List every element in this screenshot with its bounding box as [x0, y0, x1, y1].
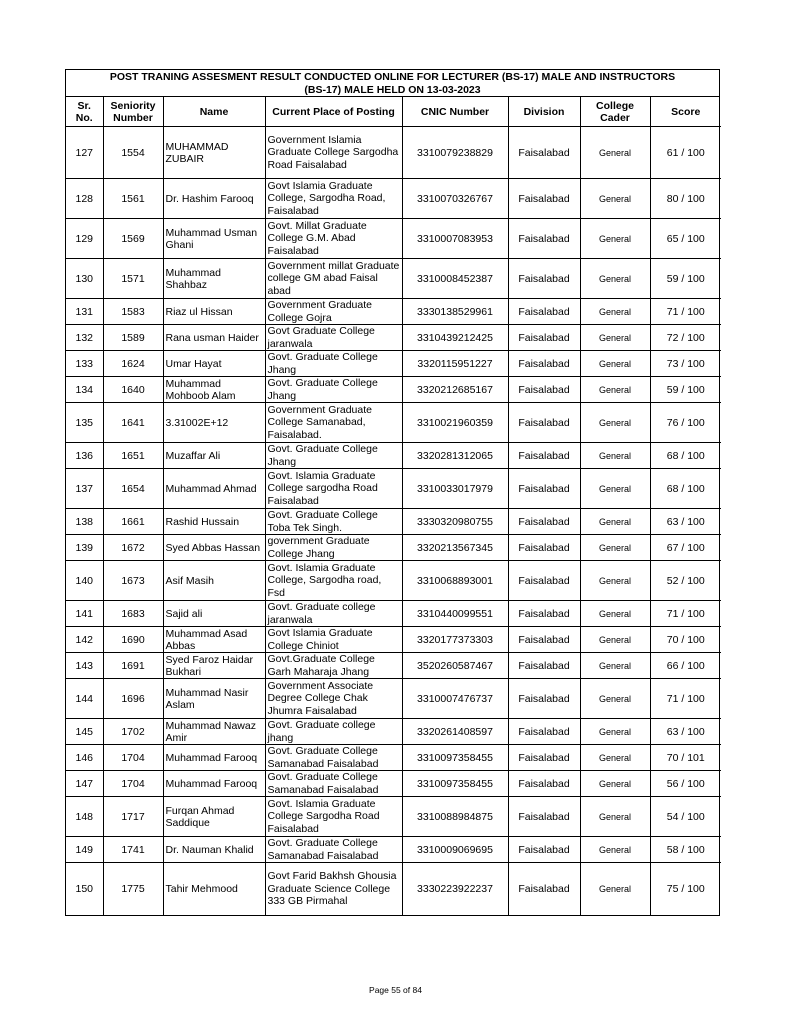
- row-division: Faisalabad: [508, 219, 580, 259]
- row-sr-no: 150: [66, 863, 103, 915]
- row-division: Faisalabad: [508, 745, 580, 771]
- row-name: Sajid ali: [163, 601, 265, 627]
- row-cnic: 3330320980755: [402, 509, 508, 535]
- row-sr-no: 145: [66, 719, 103, 745]
- row-cnic: 3310070326767: [402, 179, 508, 219]
- row-division: Faisalabad: [508, 797, 580, 837]
- page-number: Page 55 of 84: [369, 985, 422, 995]
- table-row: [66, 771, 721, 797]
- table-row: [66, 745, 721, 771]
- row-posting: Government Graduate College Samanabad, Faisalabad.: [265, 403, 402, 443]
- row-posting: Govt. Islamia Graduate College Sargodha Road Faisalabad: [265, 797, 402, 837]
- row-score: 63 / 100: [650, 509, 721, 535]
- row-sr-no: 148: [66, 797, 103, 837]
- row-posting: Govt Graduate College jaranwala: [265, 325, 402, 351]
- row-sr-no: 137: [66, 469, 103, 509]
- row-seniority-number: 1661: [103, 509, 163, 535]
- row-college-cadre: General: [580, 469, 650, 509]
- row-division: Faisalabad: [508, 837, 580, 863]
- row-posting: Govt. Millat Graduate College G.M. Abad Faisalabad: [265, 219, 402, 259]
- row-division: Faisalabad: [508, 535, 580, 561]
- row-cnic: 3320115951227: [402, 351, 508, 377]
- row-name: Muhammad Usman Ghani: [163, 219, 265, 259]
- row-college-cadre: General: [580, 179, 650, 219]
- row-seniority-number: 1651: [103, 443, 163, 469]
- row-name: Muhammad Mohboob Alam: [163, 377, 265, 403]
- row-score: 71 / 100: [650, 601, 721, 627]
- row-name: Syed Abbas Hassan: [163, 535, 265, 561]
- row-score: 54 / 100: [650, 797, 721, 837]
- row-seniority-number: 1624: [103, 351, 163, 377]
- row-name: Rashid Hussain: [163, 509, 265, 535]
- row-sr-no: 132: [66, 325, 103, 351]
- row-posting: Government millat Graduate college GM abad Faisal abad: [265, 259, 402, 299]
- row-division: Faisalabad: [508, 561, 580, 601]
- row-college-cadre: General: [580, 837, 650, 863]
- row-seniority-number: 1654: [103, 469, 163, 509]
- row-cnic: 3310021960359: [402, 403, 508, 443]
- row-seniority-number: 1561: [103, 179, 163, 219]
- row-cnic: 3320281312065: [402, 443, 508, 469]
- row-posting: Govt. Graduate College Samanabad Faisalabad: [265, 771, 402, 797]
- row-college-cadre: General: [580, 679, 650, 719]
- row-score: 72 / 100: [650, 325, 721, 351]
- row-seniority-number: 1672: [103, 535, 163, 561]
- row-name: Dr. Nauman Khalid: [163, 837, 265, 863]
- row-score: 61 / 100: [650, 127, 721, 179]
- row-seniority-number: 1640: [103, 377, 163, 403]
- row-posting: Govt Islamia Graduate College Chiniot: [265, 627, 402, 653]
- row-sr-no: 144: [66, 679, 103, 719]
- row-division: Faisalabad: [508, 299, 580, 325]
- row-college-cadre: General: [580, 259, 650, 299]
- row-posting: Govt.Graduate College Garh Maharaja Jhang: [265, 653, 402, 679]
- row-seniority-number: 1571: [103, 259, 163, 299]
- table-row: [66, 863, 721, 915]
- row-name: Tahir Mehmood: [163, 863, 265, 915]
- header-college-cadre: College Cader: [580, 97, 650, 127]
- row-cnic: 3310088984875: [402, 797, 508, 837]
- row-sr-no: 143: [66, 653, 103, 679]
- row-posting: Govt. Graduate College Jhang: [265, 443, 402, 469]
- table-row: [66, 325, 721, 351]
- row-seniority-number: 1683: [103, 601, 163, 627]
- title-line-1: POST TRANING ASSESMENT RESULT CONDUCTED ONLINE FOR LECTURER (BS-17) MALE AND INSTRUCTORS: [109, 71, 676, 83]
- row-name: Rana usman Haider: [163, 325, 265, 351]
- row-sr-no: 130: [66, 259, 103, 299]
- row-cnic: 3310007083953: [402, 219, 508, 259]
- row-score: 56 / 100: [650, 771, 721, 797]
- row-cnic: 3320177373303: [402, 627, 508, 653]
- table-row: [66, 259, 721, 299]
- row-sr-no: 128: [66, 179, 103, 219]
- row-cnic: 3310079238829: [402, 127, 508, 179]
- results-body: [66, 127, 721, 915]
- row-posting: Government Associate Degree College Chak Jhumra Faisalabad: [265, 679, 402, 719]
- table-row: [66, 719, 721, 745]
- header-cnic: CNIC Number: [402, 97, 508, 127]
- row-division: Faisalabad: [508, 351, 580, 377]
- row-college-cadre: General: [580, 219, 650, 259]
- table-row: [66, 535, 721, 561]
- row-college-cadre: General: [580, 653, 650, 679]
- row-division: Faisalabad: [508, 509, 580, 535]
- header-division: Division: [508, 97, 580, 127]
- table-row: [66, 299, 721, 325]
- row-seniority-number: 1696: [103, 679, 163, 719]
- row-cnic: 3320213567345: [402, 535, 508, 561]
- row-score: 68 / 100: [650, 443, 721, 469]
- row-college-cadre: General: [580, 771, 650, 797]
- row-division: Faisalabad: [508, 771, 580, 797]
- row-seniority-number: 1589: [103, 325, 163, 351]
- row-division: Faisalabad: [508, 325, 580, 351]
- header-posting: Current Place of Posting: [265, 97, 402, 127]
- table-row: [66, 837, 721, 863]
- row-division: Faisalabad: [508, 127, 580, 179]
- table-row: [66, 509, 721, 535]
- row-college-cadre: General: [580, 351, 650, 377]
- row-score: 67 / 100: [650, 535, 721, 561]
- table-row: [66, 377, 721, 403]
- document-title: [66, 70, 719, 97]
- row-cnic: 3330138529961: [402, 299, 508, 325]
- row-sr-no: 142: [66, 627, 103, 653]
- row-posting: Govt. Islamia Graduate College, Sargodha road, Fsd: [265, 561, 402, 601]
- header-sr-no: Sr. No.: [66, 97, 103, 127]
- table-row: [66, 797, 721, 837]
- row-cnic: 3310097358455: [402, 771, 508, 797]
- row-posting: Govt. Graduate College Samanabad Faisalabad: [265, 745, 402, 771]
- row-cnic: 3310007476737: [402, 679, 508, 719]
- row-cnic: 3310008452387: [402, 259, 508, 299]
- row-division: Faisalabad: [508, 179, 580, 219]
- row-score: 71 / 100: [650, 299, 721, 325]
- row-score: 70 / 101: [650, 745, 721, 771]
- table-row: [66, 127, 721, 179]
- row-score: 63 / 100: [650, 719, 721, 745]
- row-sr-no: 141: [66, 601, 103, 627]
- row-seniority-number: 1702: [103, 719, 163, 745]
- row-seniority-number: 1690: [103, 627, 163, 653]
- row-posting: Govt. Islamia Graduate College sargodha Road Faisalabad: [265, 469, 402, 509]
- row-name: Muhammad Nawaz Amir: [163, 719, 265, 745]
- header-name: Name: [163, 97, 265, 127]
- row-score: 70 / 100: [650, 627, 721, 653]
- header-score: Score: [650, 97, 721, 127]
- row-cnic: 3310033017979: [402, 469, 508, 509]
- row-college-cadre: General: [580, 443, 650, 469]
- row-score: 73 / 100: [650, 351, 721, 377]
- row-cnic: 3310068893001: [402, 561, 508, 601]
- row-cnic: 3520260587467: [402, 653, 508, 679]
- row-college-cadre: General: [580, 509, 650, 535]
- row-score: 59 / 100: [650, 377, 721, 403]
- row-college-cadre: General: [580, 535, 650, 561]
- row-score: 75 / 100: [650, 863, 721, 915]
- table-row: [66, 351, 721, 377]
- row-sr-no: 140: [66, 561, 103, 601]
- row-college-cadre: General: [580, 863, 650, 915]
- row-seniority-number: 1673: [103, 561, 163, 601]
- row-college-cadre: General: [580, 745, 650, 771]
- row-seniority-number: 1691: [103, 653, 163, 679]
- row-name: Riaz ul Hissan: [163, 299, 265, 325]
- row-name: Muhammad Ahmad: [163, 469, 265, 509]
- row-seniority-number: 1704: [103, 745, 163, 771]
- row-posting: Govt. Graduate college jhang: [265, 719, 402, 745]
- row-posting: Government Graduate College Gojra: [265, 299, 402, 325]
- row-name: Asif Masih: [163, 561, 265, 601]
- row-division: Faisalabad: [508, 403, 580, 443]
- table-row: [66, 179, 721, 219]
- row-cnic: 3310009069695: [402, 837, 508, 863]
- table-row: [66, 627, 721, 653]
- row-division: Faisalabad: [508, 627, 580, 653]
- row-sr-no: 146: [66, 745, 103, 771]
- row-score: 65 / 100: [650, 219, 721, 259]
- row-sr-no: 127: [66, 127, 103, 179]
- row-name: Muhammad Farooq: [163, 745, 265, 771]
- row-name: Umar Hayat: [163, 351, 265, 377]
- row-cnic: 3320212685167: [402, 377, 508, 403]
- row-posting: Govt Islamia Graduate College, Sargodha Road, Faisalabad: [265, 179, 402, 219]
- row-score: 59 / 100: [650, 259, 721, 299]
- row-sr-no: 149: [66, 837, 103, 863]
- row-sr-no: 138: [66, 509, 103, 535]
- row-score: 71 / 100: [650, 679, 721, 719]
- row-posting: Govt. Graduate College Toba Tek Singh.: [265, 509, 402, 535]
- table-row: [66, 443, 721, 469]
- header-seniority-number: Seniority Number: [103, 97, 163, 127]
- row-cnic: 3310439212425: [402, 325, 508, 351]
- row-division: Faisalabad: [508, 469, 580, 509]
- table-row: [66, 561, 721, 601]
- row-cnic: 3310097358455: [402, 745, 508, 771]
- row-seniority-number: 1717: [103, 797, 163, 837]
- row-posting: Govt. Graduate College Samanabad Faisalabad: [265, 837, 402, 863]
- row-division: Faisalabad: [508, 719, 580, 745]
- results-table: [66, 97, 721, 915]
- row-sr-no: 139: [66, 535, 103, 561]
- row-division: Faisalabad: [508, 601, 580, 627]
- row-sr-no: 135: [66, 403, 103, 443]
- row-division: Faisalabad: [508, 259, 580, 299]
- row-seniority-number: 1704: [103, 771, 163, 797]
- table-row: [66, 601, 721, 627]
- table-row: [66, 469, 721, 509]
- row-sr-no: 147: [66, 771, 103, 797]
- row-division: Faisalabad: [508, 443, 580, 469]
- row-seniority-number: 1641: [103, 403, 163, 443]
- row-college-cadre: General: [580, 299, 650, 325]
- row-seniority-number: 1554: [103, 127, 163, 179]
- row-posting: Govt. Graduate College Jhang: [265, 377, 402, 403]
- row-name: Muhammad Nasir Aslam: [163, 679, 265, 719]
- row-posting: Government Islamia Graduate College Sargodha Road Faisalabad: [265, 127, 402, 179]
- row-posting: Govt. Graduate college jaranwala: [265, 601, 402, 627]
- row-college-cadre: General: [580, 601, 650, 627]
- row-division: Faisalabad: [508, 653, 580, 679]
- row-name: Muzaffar Ali: [163, 443, 265, 469]
- row-seniority-number: 1775: [103, 863, 163, 915]
- row-name: Muhammad Asad Abbas: [163, 627, 265, 653]
- row-name: Furqan Ahmad Saddique: [163, 797, 265, 837]
- row-name: MUHAMMAD ZUBAIR: [163, 127, 265, 179]
- row-cnic: 3330223922237: [402, 863, 508, 915]
- row-division: Faisalabad: [508, 863, 580, 915]
- table-row: [66, 403, 721, 443]
- row-college-cadre: General: [580, 719, 650, 745]
- row-sr-no: 131: [66, 299, 103, 325]
- row-cnic: 3310440099551: [402, 601, 508, 627]
- row-college-cadre: General: [580, 325, 650, 351]
- table-row: [66, 653, 721, 679]
- row-college-cadre: General: [580, 797, 650, 837]
- row-division: Faisalabad: [508, 377, 580, 403]
- header-row: [66, 97, 721, 127]
- row-college-cadre: General: [580, 403, 650, 443]
- row-name: Muhammad Shahbaz: [163, 259, 265, 299]
- row-posting: government Graduate College Jhang: [265, 535, 402, 561]
- row-college-cadre: General: [580, 561, 650, 601]
- row-name: Muhammad Farooq: [163, 771, 265, 797]
- row-score: 76 / 100: [650, 403, 721, 443]
- row-posting: Govt. Graduate College Jhang: [265, 351, 402, 377]
- table-row: [66, 679, 721, 719]
- row-posting: Govt Farid Bakhsh Ghousia Graduate Science College 333 GB Pirmahal: [265, 863, 402, 915]
- row-score: 52 / 100: [650, 561, 721, 601]
- row-score: 66 / 100: [650, 653, 721, 679]
- row-score: 68 / 100: [650, 469, 721, 509]
- row-name: Dr. Hashim Farooq: [163, 179, 265, 219]
- row-seniority-number: 1583: [103, 299, 163, 325]
- row-sr-no: 136: [66, 443, 103, 469]
- row-seniority-number: 1741: [103, 837, 163, 863]
- row-score: 80 / 100: [650, 179, 721, 219]
- row-score: 58 / 100: [650, 837, 721, 863]
- row-college-cadre: General: [580, 377, 650, 403]
- row-name: Syed Faroz Haidar Bukhari: [163, 653, 265, 679]
- title-line-2: (BS-17) MALE HELD ON 13-03-2023: [304, 83, 481, 96]
- row-name: 3.31002E+12: [163, 403, 265, 443]
- row-college-cadre: General: [580, 127, 650, 179]
- table-row: [66, 219, 721, 259]
- row-seniority-number: 1569: [103, 219, 163, 259]
- row-college-cadre: General: [580, 627, 650, 653]
- row-cnic: 3320261408597: [402, 719, 508, 745]
- result-sheet: [65, 69, 720, 916]
- row-division: Faisalabad: [508, 679, 580, 719]
- row-sr-no: 134: [66, 377, 103, 403]
- row-sr-no: 133: [66, 351, 103, 377]
- row-sr-no: 129: [66, 219, 103, 259]
